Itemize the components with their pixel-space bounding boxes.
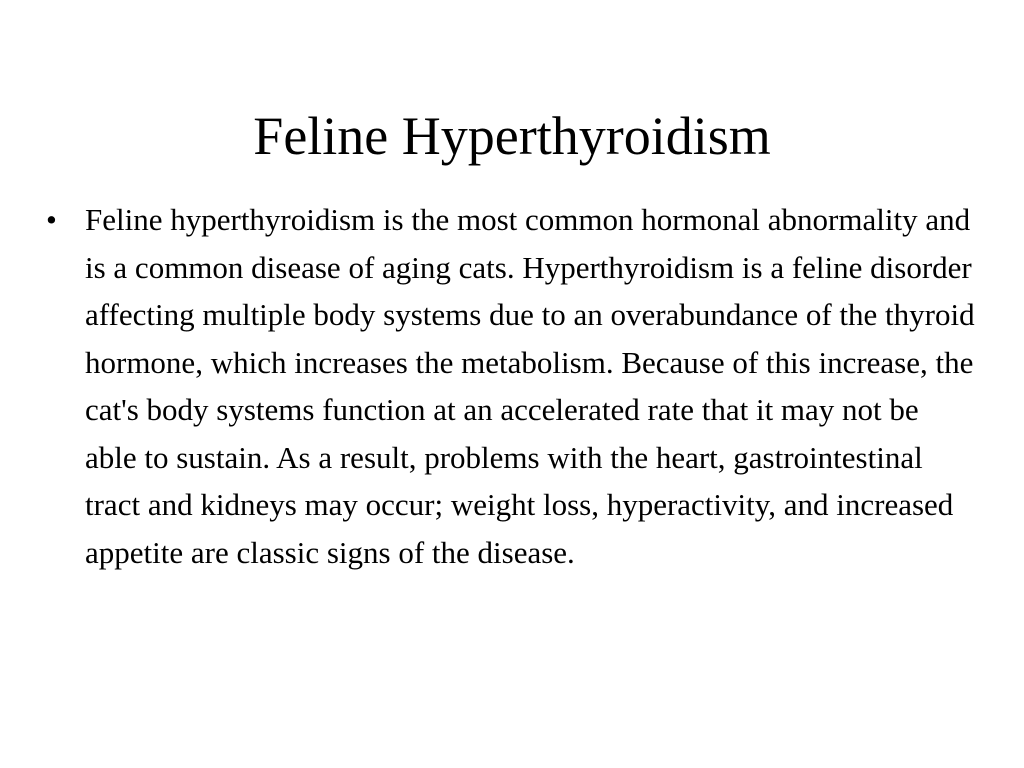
bullet-list	[46, 196, 976, 576]
bullet-marker-icon: •	[46, 202, 57, 237]
bullet-item	[46, 196, 976, 576]
slide-title: Feline Hyperthyroidism	[253, 106, 771, 166]
bullet-text: Feline hyperthyroidism is the most common hormonal abnormality and is a common disease of aging cats. Hyperthyroidism is a feline disorder affecting multiple body systems due to an overabundance of the thyroid hormone, which increases the metabolism. Because of this increase, the cat's body systems function at an accelerated rate that it may not be able to sustain. As a result, problems with the heart, gastrointestinal tract and kidneys may occur; weight loss, hyperactivity, and increased appetite are classic signs of the disease.	[85, 202, 975, 570]
